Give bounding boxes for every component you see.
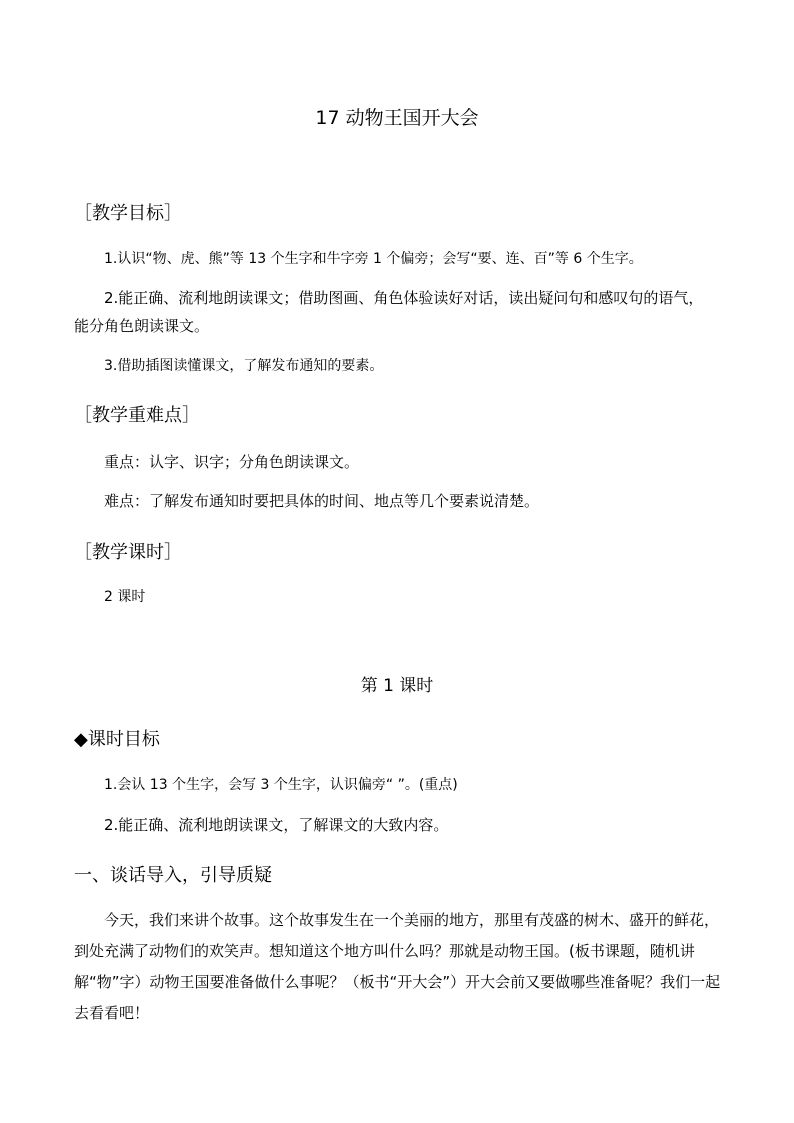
lesson-goals-heading: ◆课时目标	[74, 729, 160, 750]
lesson-title: 第 1 课时	[360, 676, 434, 696]
keypoint-focus: 重点：认字、识字；分角色朗读课文。	[104, 453, 360, 471]
section-heading-keypoints: ［教学重难点］	[74, 405, 200, 426]
part-heading-intro: 一、谈话导入，引导质疑	[74, 865, 272, 886]
section-heading-hours: ［教学课时］	[74, 542, 182, 563]
keypoint-difficulty: 难点：了解发布通知时要把具体的时间、地点等几个要素说清楚。	[104, 492, 540, 510]
document-title: 17 动物王国开大会	[315, 107, 479, 129]
intro-paragraph: 今天，我们来讲个故事。这个故事发生在一个美丽的地方，那里有茂盛的树木、盛开的鲜花，到处充满了动物们的欢笑声。想知道这个地方叫什么吗？那就是动物王国。(板书课题，随机讲解“物”字）动物王国要准备做什么事呢？（板书“开大会”）开大会前又要做哪些准备呢？我们一起去看看吧！	[74, 911, 721, 1022]
lesson-goal-2: 2.能正确、流利地朗读课文，了解课文的大致内容。	[104, 816, 449, 834]
lesson-goal-1: 1.会认 13 个生字，会写 3 个生字，认识偏旁“ ”。(重点)	[104, 777, 458, 793]
goal-item-2: 2.能正确、流利地朗读课文；借助图画、角色体验读好对话，读出疑问句和感叹句的语气，	[104, 289, 704, 307]
section-heading-goals: ［教学目标］	[74, 203, 182, 224]
goal-item-1: 1.认识“物、虎、熊”等 13 个生字和牛字旁 1 个偏旁；会写“要、连、百”等 6 个生字。	[104, 251, 643, 267]
goal-item-2-continued: 能分角色朗读课文。	[74, 317, 210, 335]
hours-value: 2 课时	[104, 589, 146, 605]
goal-item-3: 3.借助插图读懂课文，了解发布通知的要素。	[104, 358, 384, 374]
